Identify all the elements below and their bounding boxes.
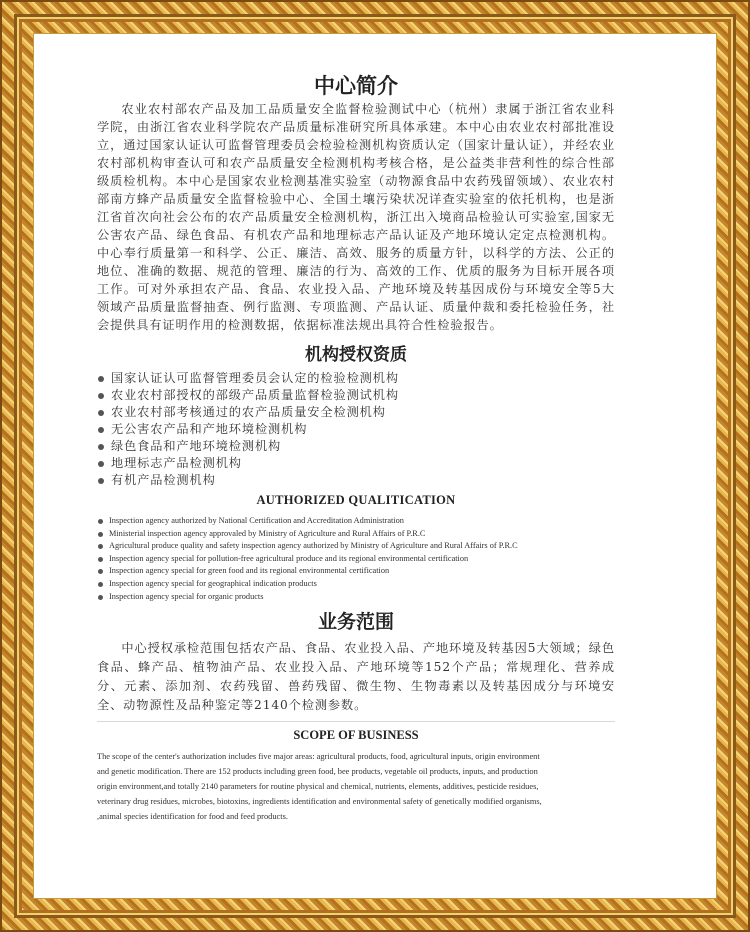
list-item: 有机产品检测机构 <box>97 472 615 489</box>
scope-title: 业务范围 <box>317 611 394 634</box>
list-item: 无公害农产品和产地环境检测机构 <box>97 421 615 438</box>
list-item: Agricultural produce quality and safety inspection agency authorized by Ministry of Agriculture and Rural Affairs of P.R.C <box>97 540 615 553</box>
qualification-title-en: AUTHORIZED QUALITICATION <box>256 493 456 507</box>
list-item: Inspection agency special for geographical indication products <box>97 578 615 591</box>
list-item: 地理标志产品检测机构 <box>97 455 615 472</box>
intro-paragraph: 农业农村部农产品及加工品质量安全监督检验测试中心（杭州）隶属于浙江省农业科学院，由浙江省农业科学院农产品质量标准研究所具体承建。本中心由农业农村部批准设立，通过国家认证认可监督管理委员会检验检测机构资质认定（国家计量认证），并经农业农村部机构审查认可和农产品质量安全检测机构考核合格，是公益类非营利性的综合性部级质检机构。本中心是国家农业检测基准实验室（动物源食品中农药残留领域）、农业农村部南方蜂产品质量安全监督检验中心、全国土壤污染状况详查实验室的依托机构，也是浙江省首次向社会公布的农产品质量安全检测机构，浙江出入境商品检验认可实验室,国家无公害农产品、绿色食品、有机农产品和地理标志产品认证及产地环境认定定点检测机构。中心奉行质量第一和科学、公正、廉洁、高效、服务的质量方针，以科学的方法、公正的地位、准确的数据、规范的管理、廉洁的行为、高效的工作、优质的服务为目标开展各项工作。可对外承担农产品、食品、农业投入品、产地环境及转基因成份与环境安全等5大领域产品质量监督抽查、例行监测、专项监测、产品认证、质量仲裁和委托检验任务，社会提供具有证明作用的检测数据，依据标准法规出具符合性检验报告。 <box>97 102 615 332</box>
list-item: Ministerial inspection agency approvaled by Ministry of Agriculture and Rural Affairs of P.R.C <box>97 528 615 541</box>
divider <box>97 721 615 722</box>
document-body <box>97 66 615 746</box>
scope-line: The scope of the center's authorization includes five major areas: agricultural products, food, agricultural inputs, origin environment <box>97 752 540 762</box>
list-item: 绿色食品和产地环境检测机构 <box>97 438 615 455</box>
list-item: Inspection agency special for organic products <box>97 591 615 604</box>
list-item: 农业农村部考核通过的农产品质量安全检测机构 <box>97 404 615 421</box>
scope-line: origin environment,and totally 2140 parameters for routine physical and chemical, nutrients, elements, additives, pesticide residues, <box>97 782 539 792</box>
list-item: Inspection agency special for green food and its regional environmental certification <box>97 565 615 578</box>
qualification-title: 机构授权资质 <box>305 345 407 365</box>
scope-line: ,animal species identification for food and feed products. <box>97 812 288 822</box>
list-item: 国家认证认可监督管理委员会认定的检验检测机构 <box>97 370 615 387</box>
scope-paragraph: 中心授权承检范围包括农产品、食品、农业投入品、产地环境及转基因5大领域；绿色食品、蜂产品、植物油产品、农业投入品、产地环境等152个产品；常规理化、营养成分、元素、添加剂、农药残留、兽药残留、微生物、生物毒素以及转基因成分与环境安全、动物源性及品种鉴定等2140个检测参数。 <box>97 641 615 713</box>
scope-title-en: SCOPE OF BUSINESS <box>293 728 419 743</box>
list-item: Inspection agency special for pollution-free agricultural produce and its regional environmental certification <box>97 553 615 566</box>
qualification-list-en <box>97 515 615 603</box>
scope-line: veterinary drug residues, microbes, biotoxins, ingredients identification and environmental safety of genetically modified organisms, <box>97 797 542 807</box>
intro-title: 中心简介 <box>314 74 398 98</box>
scope-paragraph-en <box>97 748 627 823</box>
scope-line: and genetic modification. There are 152 products including green food, bee products, vegetable oil products, inputs, and production <box>97 767 538 777</box>
qualification-list <box>97 370 615 489</box>
list-item: 农业农村部授权的部级产品质量监督检验测试机构 <box>97 387 615 404</box>
list-item: Inspection agency authorized by National Certification and Accreditation Administration <box>97 515 615 528</box>
